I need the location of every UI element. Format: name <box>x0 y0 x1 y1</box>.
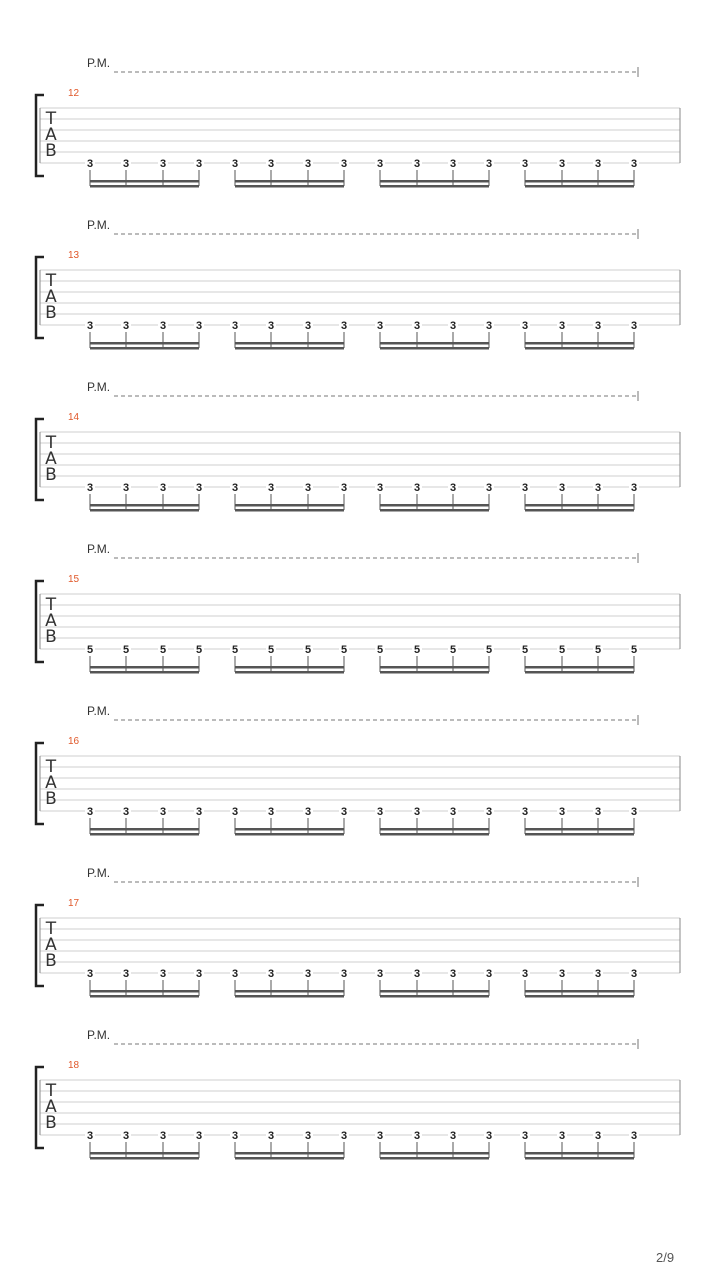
fret-number: 3 <box>594 482 602 494</box>
tab-clef-letter: T <box>45 757 57 777</box>
fret-number: 3 <box>86 1130 94 1142</box>
fret-number: 3 <box>122 320 130 332</box>
beam-primary <box>525 180 634 183</box>
beam-primary <box>525 666 634 669</box>
measure-number: 13 <box>68 250 80 261</box>
beam-secondary <box>380 185 489 188</box>
tab-system <box>36 218 680 350</box>
fret-number: 3 <box>340 158 348 170</box>
tab-system <box>36 56 680 188</box>
fret-number: 3 <box>159 482 167 494</box>
tab-system <box>36 866 680 998</box>
tab-system <box>36 542 680 674</box>
fret-number: 5 <box>630 644 638 656</box>
fret-number: 5 <box>231 644 239 656</box>
fret-number: 3 <box>86 806 94 818</box>
fret-number: 3 <box>86 320 94 332</box>
fret-number: 3 <box>267 482 275 494</box>
beam-primary <box>90 504 199 507</box>
fret-number: 3 <box>521 968 529 980</box>
beam-secondary <box>380 1157 489 1160</box>
fret-number: 3 <box>340 1130 348 1142</box>
tab-clef-letter: T <box>45 109 57 129</box>
fret-number: 3 <box>485 158 493 170</box>
fret-number: 3 <box>86 482 94 494</box>
beam-secondary <box>235 995 344 998</box>
fret-number: 3 <box>340 806 348 818</box>
beam-primary <box>90 666 199 669</box>
beam-primary <box>235 342 344 345</box>
beam-primary <box>380 504 489 507</box>
fret-number: 3 <box>413 320 421 332</box>
tab-clef-letter: A <box>45 1097 57 1117</box>
fret-number: 3 <box>267 320 275 332</box>
fret-number: 3 <box>449 482 457 494</box>
fret-number: 3 <box>304 320 312 332</box>
tab-clef-letter: T <box>45 433 57 453</box>
tab-clef-letter: B <box>45 141 57 161</box>
fret-number: 3 <box>304 1130 312 1142</box>
palm-mute-label: P.M. <box>87 704 111 718</box>
fret-number: 5 <box>340 644 348 656</box>
fret-number: 5 <box>122 644 130 656</box>
fret-number: 3 <box>231 482 239 494</box>
fret-number: 3 <box>485 968 493 980</box>
fret-number: 3 <box>558 806 566 818</box>
beam-primary <box>525 990 634 993</box>
fret-number: 3 <box>376 320 384 332</box>
tab-clef-letter: T <box>45 595 57 615</box>
beam-secondary <box>90 1157 199 1160</box>
fret-number: 3 <box>630 158 638 170</box>
fret-number: 3 <box>449 1130 457 1142</box>
measure-number: 18 <box>68 1060 80 1071</box>
fret-number: 3 <box>122 158 130 170</box>
beam-primary <box>235 1152 344 1155</box>
beam-secondary <box>525 995 634 998</box>
beam-primary <box>525 342 634 345</box>
beam-secondary <box>525 509 634 512</box>
beam-primary <box>380 1152 489 1155</box>
beam-secondary <box>90 671 199 674</box>
fret-number: 3 <box>86 968 94 980</box>
fret-number: 3 <box>122 1130 130 1142</box>
beam-secondary <box>380 347 489 350</box>
fret-number: 3 <box>558 482 566 494</box>
fret-number: 3 <box>231 968 239 980</box>
fret-number: 5 <box>558 644 566 656</box>
tab-clef-letter: B <box>45 303 57 323</box>
measure-number: 17 <box>68 898 80 909</box>
beam-secondary <box>525 833 634 836</box>
beam-secondary <box>525 1157 634 1160</box>
beam-primary <box>235 828 344 831</box>
fret-number: 3 <box>231 1130 239 1142</box>
fret-number: 3 <box>159 158 167 170</box>
beam-primary <box>235 990 344 993</box>
beam-secondary <box>235 185 344 188</box>
fret-number: 5 <box>376 644 384 656</box>
fret-number: 3 <box>340 482 348 494</box>
fret-number: 3 <box>558 968 566 980</box>
fret-number: 5 <box>521 644 529 656</box>
beam-secondary <box>90 185 199 188</box>
fret-number: 3 <box>195 482 203 494</box>
fret-number: 3 <box>485 806 493 818</box>
fret-number: 3 <box>485 320 493 332</box>
fret-number: 3 <box>304 806 312 818</box>
fret-number: 3 <box>159 320 167 332</box>
fret-number: 3 <box>267 806 275 818</box>
fret-number: 3 <box>340 968 348 980</box>
fret-number: 3 <box>485 1130 493 1142</box>
fret-number: 3 <box>195 806 203 818</box>
tab-clef-letter: B <box>45 789 57 809</box>
tab-clef-letter: B <box>45 627 57 647</box>
beam-secondary <box>380 995 489 998</box>
tab-clef-letter: B <box>45 1113 57 1133</box>
fret-number: 3 <box>159 806 167 818</box>
fret-number: 3 <box>267 158 275 170</box>
palm-mute-label: P.M. <box>87 1028 111 1042</box>
fret-number: 3 <box>122 806 130 818</box>
fret-number: 3 <box>304 968 312 980</box>
fret-number: 3 <box>86 158 94 170</box>
tab-clef-letter: T <box>45 1081 57 1101</box>
fret-number: 3 <box>304 158 312 170</box>
fret-number: 3 <box>449 968 457 980</box>
tab-clef-letter: A <box>45 773 57 793</box>
fret-number: 5 <box>449 644 457 656</box>
fret-number: 3 <box>413 482 421 494</box>
palm-mute-label: P.M. <box>87 866 111 880</box>
fret-number: 3 <box>231 806 239 818</box>
beam-secondary <box>235 509 344 512</box>
beam-primary <box>90 990 199 993</box>
tab-clef-letter: T <box>45 271 57 291</box>
fret-number: 3 <box>195 320 203 332</box>
beam-secondary <box>235 1157 344 1160</box>
beam-secondary <box>525 347 634 350</box>
fret-number: 3 <box>521 482 529 494</box>
fret-number: 3 <box>449 806 457 818</box>
fret-number: 3 <box>376 482 384 494</box>
tab-clef-letter: A <box>45 287 57 307</box>
fret-number: 3 <box>267 968 275 980</box>
palm-mute-label: P.M. <box>87 56 111 70</box>
fret-number: 3 <box>231 158 239 170</box>
beam-secondary <box>90 995 199 998</box>
fret-number: 3 <box>594 806 602 818</box>
palm-mute-label: P.M. <box>87 218 111 232</box>
tab-clef-letter: B <box>45 951 57 971</box>
fret-number: 5 <box>485 644 493 656</box>
beam-secondary <box>90 509 199 512</box>
tab-clef-letter: A <box>45 611 57 631</box>
beam-primary <box>380 828 489 831</box>
beam-primary <box>380 666 489 669</box>
fret-number: 3 <box>558 158 566 170</box>
beam-primary <box>525 828 634 831</box>
beam-secondary <box>525 185 634 188</box>
measure-number: 12 <box>68 88 80 99</box>
beam-primary <box>90 1152 199 1155</box>
fret-number: 3 <box>630 968 638 980</box>
fret-number: 3 <box>630 320 638 332</box>
beam-secondary <box>235 671 344 674</box>
palm-mute-label: P.M. <box>87 542 111 556</box>
fret-number: 3 <box>521 320 529 332</box>
fret-number: 3 <box>159 968 167 980</box>
fret-number: 3 <box>376 1130 384 1142</box>
measure-number: 16 <box>68 736 80 747</box>
fret-number: 3 <box>630 482 638 494</box>
beam-secondary <box>235 833 344 836</box>
fret-number: 3 <box>159 1130 167 1142</box>
tab-clef-letter: A <box>45 935 57 955</box>
fret-number: 3 <box>521 806 529 818</box>
tab-system <box>36 704 680 836</box>
fret-number: 3 <box>449 158 457 170</box>
beam-secondary <box>90 347 199 350</box>
fret-number: 3 <box>376 806 384 818</box>
fret-number: 3 <box>594 158 602 170</box>
tab-system <box>36 380 680 512</box>
fret-number: 3 <box>558 1130 566 1142</box>
fret-number: 3 <box>304 482 312 494</box>
fret-number: 3 <box>558 320 566 332</box>
fret-number: 3 <box>122 968 130 980</box>
beam-primary <box>235 666 344 669</box>
tab-clef-letter: A <box>45 125 57 145</box>
fret-number: 3 <box>521 158 529 170</box>
fret-number: 3 <box>594 320 602 332</box>
tab-system <box>36 1028 680 1160</box>
beam-secondary <box>90 833 199 836</box>
measure-number: 14 <box>68 412 80 423</box>
palm-mute-label: P.M. <box>87 380 111 394</box>
beam-primary <box>525 1152 634 1155</box>
fret-number: 3 <box>485 482 493 494</box>
fret-number: 3 <box>195 1130 203 1142</box>
beam-primary <box>525 504 634 507</box>
fret-number: 3 <box>195 158 203 170</box>
tab-clef-letter: A <box>45 449 57 469</box>
fret-number: 5 <box>195 644 203 656</box>
beam-primary <box>380 180 489 183</box>
fret-number: 3 <box>231 320 239 332</box>
fret-number: 3 <box>122 482 130 494</box>
tab-clef-letter: B <box>45 465 57 485</box>
fret-number: 3 <box>594 1130 602 1142</box>
beam-secondary <box>380 833 489 836</box>
fret-number: 5 <box>267 644 275 656</box>
page-number: 2/9 <box>656 1250 675 1265</box>
fret-number: 3 <box>449 320 457 332</box>
fret-number: 5 <box>594 644 602 656</box>
fret-number: 3 <box>413 968 421 980</box>
fret-number: 3 <box>413 158 421 170</box>
fret-number: 3 <box>630 1130 638 1142</box>
fret-number: 3 <box>413 1130 421 1142</box>
fret-number: 3 <box>376 158 384 170</box>
fret-number: 3 <box>521 1130 529 1142</box>
beam-primary <box>235 504 344 507</box>
tab-clef-letter: T <box>45 919 57 939</box>
beam-primary <box>90 828 199 831</box>
fret-number: 5 <box>304 644 312 656</box>
fret-number: 3 <box>413 806 421 818</box>
beam-secondary <box>380 509 489 512</box>
fret-number: 3 <box>376 968 384 980</box>
fret-number: 5 <box>159 644 167 656</box>
beam-secondary <box>380 671 489 674</box>
beam-primary <box>380 342 489 345</box>
fret-number: 3 <box>630 806 638 818</box>
beam-primary <box>235 180 344 183</box>
beam-primary <box>90 180 199 183</box>
fret-number: 3 <box>340 320 348 332</box>
measure-number: 15 <box>68 574 80 585</box>
beam-secondary <box>525 671 634 674</box>
beam-primary <box>380 990 489 993</box>
beam-secondary <box>235 347 344 350</box>
beam-primary <box>90 342 199 345</box>
fret-number: 5 <box>413 644 421 656</box>
fret-number: 5 <box>86 644 94 656</box>
fret-number: 3 <box>267 1130 275 1142</box>
fret-number: 3 <box>594 968 602 980</box>
fret-number: 3 <box>195 968 203 980</box>
